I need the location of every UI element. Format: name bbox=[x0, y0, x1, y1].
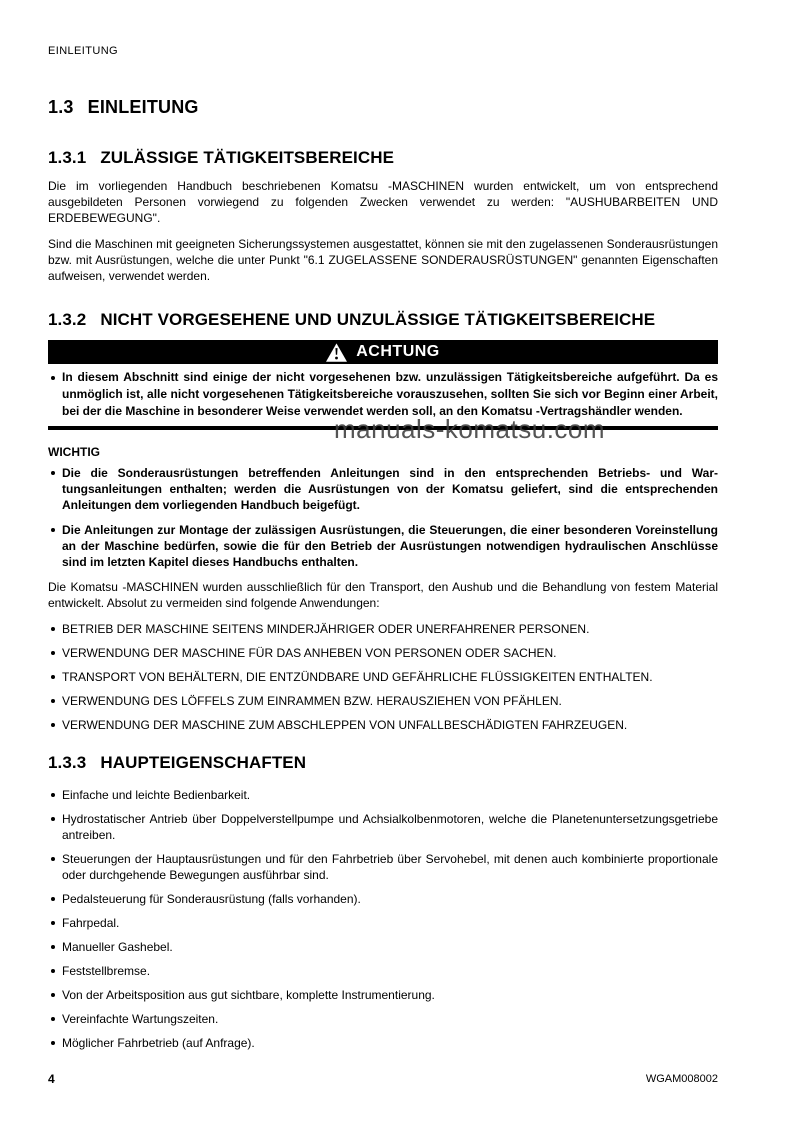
section-title: NICHT VORGESEHENE UND UNZULÄSSIGE TÄTIGKEITSBEREICHE bbox=[100, 310, 656, 329]
paragraph: Sind die Maschinen mit geeigneten Sicherungssystemen ausgestattet, können sie mit den zugelassenen Sonderausrüstungen bzw. mit Ausrüstungen, welche die unter Punkt "6.1 ZUGELASSENE SONDERAUSRÜSTUNGEN" genannten Eigenschaften aufweisen, verwendet werden. bbox=[48, 237, 718, 283]
list-item: Die die Sonderausrüstungen betreffenden Anleitungen sind in den entsprechenden Betriebs- und Wartungsanleitungen enthalten; werden die Ausrüstungen von der Komatsu geliefert, sind die entsprechenden Anleitungen dem vorliegenden Handbuch beigefügt. bbox=[48, 465, 718, 513]
list-item: Hydrostatischer Antrieb über Doppelverstellpumpe und Achsialkolbenmotoren, welche die Planetenuntersetzungsgetriebe antreiben. bbox=[48, 811, 718, 843]
section-heading-1-3-1 bbox=[48, 148, 718, 168]
section-heading-1-3 bbox=[48, 97, 718, 118]
list-item: BETRIEB DER MASCHINE SEITENS MINDERJÄHRIGER ODER UNERFAHRENER PERSONEN. bbox=[48, 621, 718, 637]
list-item: Vereinfachte Wartungszeiten. bbox=[48, 1011, 718, 1027]
page-number: 4 bbox=[48, 1072, 55, 1086]
list-item: Feststellbremse. bbox=[48, 963, 718, 979]
list-item: VERWENDUNG DER MASCHINE ZUM ABSCHLEPPEN VON UNFALLBESCHÄDIGTEN FAHRZEUGEN. bbox=[48, 717, 718, 733]
list-item: Möglicher Fahrbetrieb (auf Anfrage). bbox=[48, 1035, 718, 1051]
list-item: Manueller Gashebel. bbox=[48, 939, 718, 955]
warning-triangle-icon bbox=[326, 343, 347, 362]
section-title: HAUPTEIGENSCHAFTEN bbox=[100, 753, 307, 772]
section-number: 1.3 bbox=[48, 97, 74, 117]
manual-page bbox=[48, 45, 718, 1059]
paragraph: Die Komatsu -MASCHINEN wurden ausschließlich für den Transport, den Aushub und die Behandlung von festem Material entwickelt. Absolut zu vermeiden sind folgende Anwendungen: bbox=[48, 580, 718, 610]
paragraph: Die im vorliegenden Handbuch beschriebenen Komatsu -MASCHINEN wurden entwickelt, um von entsprechend ausgebildeten Personen vorwiegend zu folgenden Zwecken verwendet zu werden: "AUSHUBARBEITEN UND ERDEBEWEGUNG". bbox=[48, 179, 718, 225]
list-item: Die Anleitungen zur Montage der zulässigen Ausrüstungen, die Steuerungen, die einer besonderen Voreinstellung an der Maschine bedürfen, sowie die für den Betrieb der Ausrüstungen notwendigen hydraulischen Anschlüsse sind im letzten Kapitel dieses Handbuchs enthalten. bbox=[48, 522, 718, 570]
list-item: Fahrpedal. bbox=[48, 915, 718, 931]
document-code: WGAM008002 bbox=[645, 1073, 718, 1085]
list-item: Von der Arbeitsposition aus gut sichtbare, komplette Instrumentierung. bbox=[48, 987, 718, 1003]
forbidden-uses-list bbox=[48, 621, 718, 733]
wichtig-label: WICHTIG bbox=[48, 445, 100, 459]
list-item: Steuerungen der Hauptausrüstungen und für den Fahrbetrieb über Servohebel, mit denen auch kombinierte proportionale oder durchgehende Bewegungen ausführbar sind. bbox=[48, 851, 718, 883]
warning-header-bar bbox=[48, 340, 718, 364]
section-title: EINLEITUNG bbox=[87, 97, 199, 117]
list-item: TRANSPORT VON BEHÄLTERN, DIE ENTZÜNDBARE UND GEFÄHRLICHE FLÜSSIGKEITEN ENTHALTEN. bbox=[48, 669, 718, 685]
section-number: 1.3.3 bbox=[48, 753, 87, 772]
section-heading-1-3-2 bbox=[48, 310, 718, 330]
watermark: manuals-komatsu.com bbox=[334, 414, 606, 444]
list-item: VERWENDUNG DES LÖFFELS ZUM EINRAMMEN BZW. HERAUSZIEHEN VON PFÄHLEN. bbox=[48, 693, 718, 709]
warning-bullet-item: In diesem Abschnitt sind einige der nicht vorgesehenen bzw. unzulässigen Tätigkeitsbereiche aufgeführt. Da es unmöglich ist, alle nicht vorgesehenen Tätigkeitsbereiche vorauszusehen, sollten Sie sich vor Beginn einer Arbeit, bei der die Maschine in besonderer Weise verwendet werden soll, an den Komatsu -Vertragshändler wenden. bbox=[48, 369, 718, 420]
section-heading-1-3-3 bbox=[48, 753, 718, 773]
wichtig-bullet-list bbox=[48, 465, 718, 570]
section-title: ZULÄSSIGE TÄTIGKEITSBEREICHE bbox=[100, 148, 395, 167]
list-item: Pedalsteuerung für Sonderausrüstung (falls vorhanden). bbox=[48, 891, 718, 907]
running-header: EINLEITUNG bbox=[48, 45, 119, 57]
list-item: Einfache und leichte Bedienbarkeit. bbox=[48, 787, 718, 803]
warning-label: ACHTUNG bbox=[356, 343, 440, 360]
list-item: VERWENDUNG DER MASCHINE FÜR DAS ANHEBEN VON PERSONEN ODER SACHEN. bbox=[48, 645, 718, 661]
features-list bbox=[48, 787, 718, 1051]
warning-bullet-list bbox=[48, 364, 718, 420]
section-number: 1.3.1 bbox=[48, 148, 87, 167]
section-number: 1.3.2 bbox=[48, 310, 87, 329]
